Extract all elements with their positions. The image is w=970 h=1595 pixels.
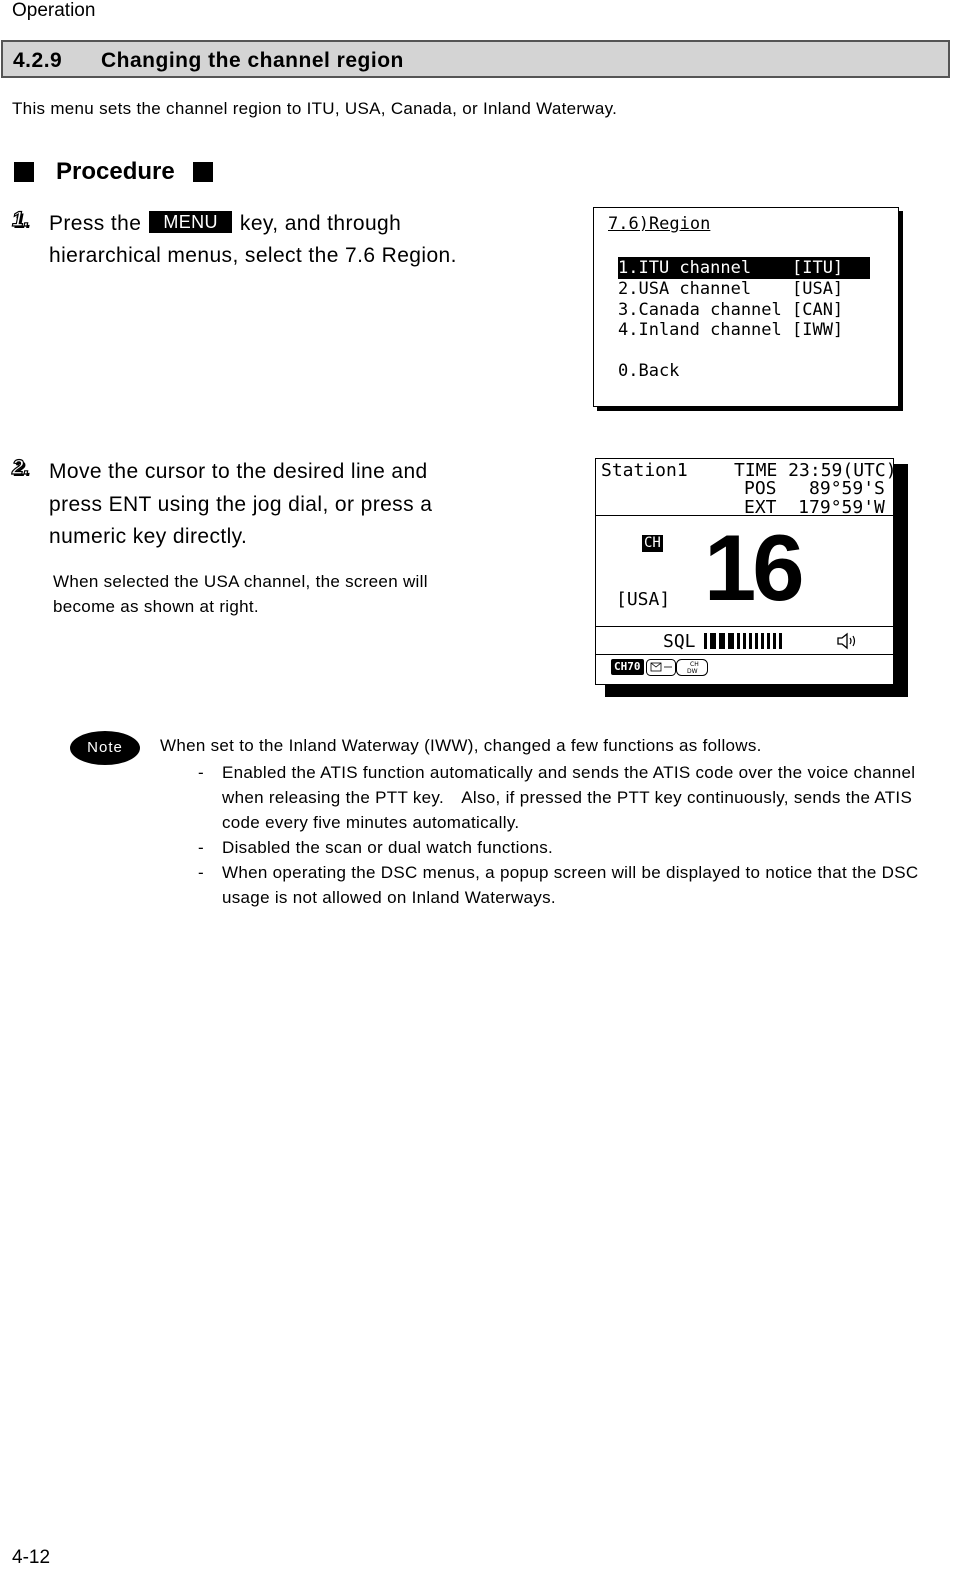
note-main-text: When set to the Inland Waterway (IWW), changed a few functions as follows. <box>160 736 762 755</box>
step-2-note <box>53 569 428 619</box>
squelch-bar <box>710 633 716 649</box>
square-bullet-icon <box>193 162 213 182</box>
channel-screen <box>595 458 897 685</box>
step-1-text <box>49 208 569 272</box>
squelch-bar <box>761 633 764 649</box>
region-menu-item-itu: 1.ITU channel [ITU] <box>618 257 870 279</box>
region-menu-title: 7.6)Region <box>608 214 711 234</box>
note-list-item: - Disabled the scan or dual watch functions. <box>198 835 948 860</box>
step-2-number: 2. <box>12 456 30 479</box>
squelch-bar <box>755 633 758 649</box>
channel-number: 16 <box>704 515 801 620</box>
ch-badge: CH <box>644 535 661 551</box>
divider <box>596 654 893 655</box>
step-2-line-1: Move the cursor to the desired line and <box>49 460 428 483</box>
step-1-text-pre: Press the <box>49 212 142 235</box>
divider <box>596 626 893 627</box>
region-menu-item-canada: 3.Canada channel [CAN] <box>618 300 844 320</box>
squelch-level-meter <box>704 633 782 649</box>
station-name: Station1 <box>601 460 688 481</box>
region-menu-item-usa: 2.USA channel [USA] <box>618 279 844 299</box>
step-2-note-line-2: become as shown at right. <box>53 597 259 616</box>
squelch-bar <box>719 633 725 649</box>
step-1-text-line2: hierarchical menus, select the 7.6 Region. <box>49 244 457 267</box>
step-1-number: 1. <box>12 208 30 231</box>
squelch-bar <box>767 633 770 649</box>
region-menu-back: 0.Back <box>618 361 680 381</box>
squelch-bar <box>743 633 746 649</box>
step-1-text-post: key, and through <box>239 212 402 235</box>
region-menu-item-inland: 4.Inland channel [IWW] <box>618 320 844 340</box>
svg-text:CH: CH <box>690 661 699 668</box>
page-number: 4-12 <box>12 1547 51 1568</box>
squelch-bar <box>737 633 740 649</box>
dsc-message-icon <box>646 659 676 676</box>
svg-text:DW: DW <box>687 668 698 675</box>
note-list-item: - When operating the DSC menus, a popup screen will be displayed to notice that the DSC usage is not allowed on Inland Waterways. <box>198 860 948 910</box>
step-2-note-line-1: When selected the USA channel, the screen will <box>53 572 428 591</box>
ch70-status-icon: CH70 <box>611 659 644 675</box>
squelch-bar <box>779 633 782 649</box>
ext-readout: EXT 179°59'W <box>744 497 885 518</box>
step-2-text <box>49 456 569 554</box>
section-heading-bar <box>1 40 950 78</box>
section-title: Changing the channel region <box>101 49 404 72</box>
position-readout: POS 89°59'S <box>744 478 885 499</box>
step-2-line-2: press ENT using the jog dial, or press a <box>49 492 433 516</box>
running-header: Operation <box>12 0 96 21</box>
speaker-icon <box>836 631 858 651</box>
note-list <box>198 760 948 910</box>
note-badge: Note <box>70 731 140 765</box>
sql-label: SQL <box>663 631 696 652</box>
section-number: 4.2.9 <box>13 49 63 72</box>
squelch-bar <box>704 633 707 649</box>
channel-region: [USA] <box>616 589 671 610</box>
region-menu-screen <box>593 207 899 407</box>
square-bullet-icon <box>14 162 34 182</box>
dual-watch-icon <box>676 659 708 676</box>
note-list-item: - Enabled the ATIS function automatically and sends the ATIS code over the voice channel when releasing the PTT key. Also, if pressed the PTT key continuously, sends the ATIS code every five minutes automatically. <box>198 760 948 835</box>
squelch-bar <box>728 633 734 649</box>
procedure-heading <box>14 158 213 186</box>
squelch-bar <box>773 633 776 649</box>
procedure-label: Procedure <box>56 158 175 185</box>
time-readout: TIME 23:59(UTC) <box>734 460 897 481</box>
squelch-bar <box>749 633 752 649</box>
menu-key: MENU <box>149 211 232 233</box>
step-2-line-3: numeric key directly. <box>49 525 248 548</box>
intro-paragraph: This menu sets the channel region to ITU, USA, Canada, or Inland Waterway. <box>12 99 618 118</box>
